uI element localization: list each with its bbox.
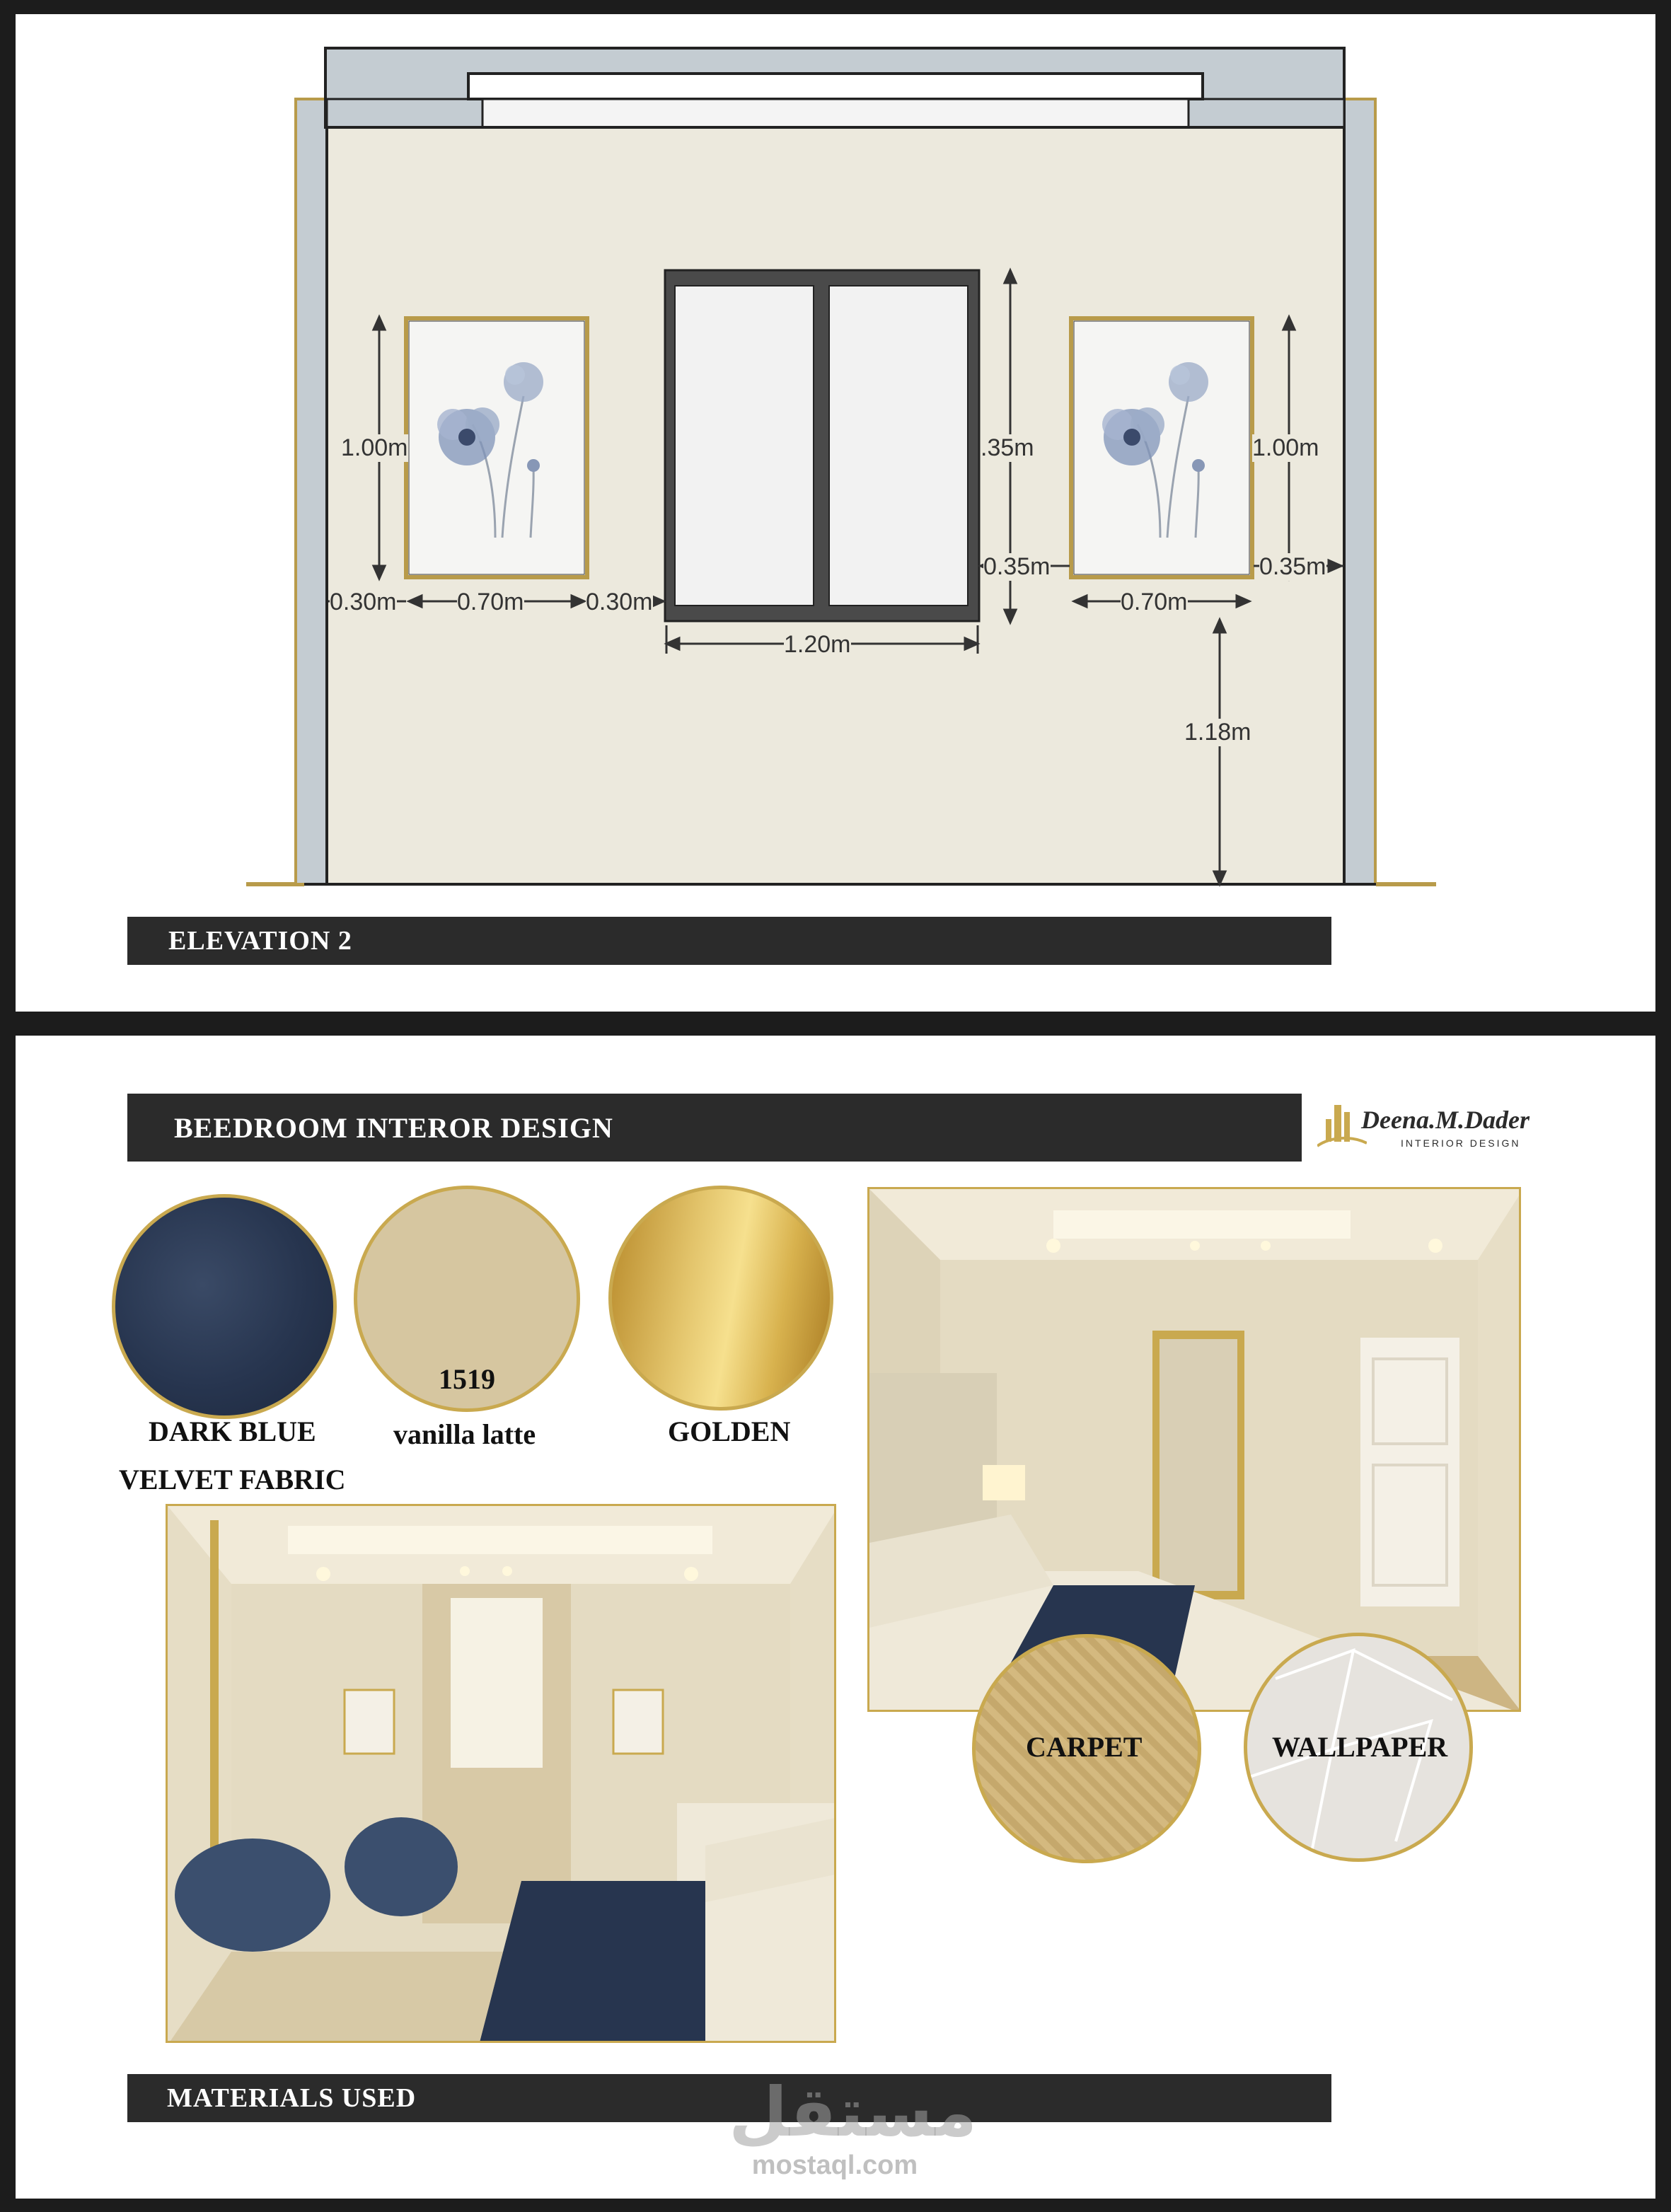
dim-right-frame-height: 1.00m (1252, 434, 1319, 461)
caption-vanilla-latte: vanilla latte (393, 1418, 536, 1450)
dim-left-frame-height: 1.00m (341, 434, 408, 461)
watermark-site: mostaql.com (751, 2150, 918, 2180)
materials-label: MATERIALS USED (167, 2083, 417, 2113)
dim-floor-height: 1.18m (1184, 719, 1251, 746)
dim-left-gap: 0.30m (330, 589, 397, 615)
elevation-label: ELEVATION 2 (168, 926, 352, 956)
dim-left-frame-width: 0.70m (457, 589, 524, 615)
dim-right-frame-width: 0.70m (1121, 589, 1188, 615)
caption-wallpaper: WALLPAPER (1272, 1731, 1448, 1763)
dim-window-width: 1.20m (784, 631, 851, 658)
dim-window-sill-offset: 0.35m (983, 553, 1051, 580)
dim-right-offset: 0.35m (1259, 553, 1326, 580)
elevation-label-bar (127, 917, 1331, 965)
building-logo-icon (1317, 1101, 1367, 1150)
caption-carpet: CARPET (1026, 1731, 1143, 1763)
elevation-drawing (0, 0, 1671, 1004)
swatch-dark-blue (112, 1194, 337, 1419)
dim-window-height: .35m (981, 434, 1034, 461)
frame-divider (0, 1012, 1671, 1036)
caption-velvet-fabric: VELVET FABRIC (119, 1464, 346, 1495)
bedroom-render-mirror-view (867, 1187, 1521, 1712)
caption-dark-blue: DARK BLUE (149, 1415, 316, 1447)
logo (1302, 1094, 1542, 1162)
swatch-vanilla-latte (354, 1186, 580, 1412)
frame-bottom (0, 2199, 1671, 2212)
caption-golden: GOLDEN (668, 1415, 791, 1447)
dim-left-mid-gap: 0.30m (586, 589, 653, 615)
watermark-arabic: مستقل (729, 2073, 978, 2152)
logo-tagline: INTERIOR DESIGN (1401, 1137, 1521, 1149)
swatch-code: 1519 (439, 1363, 495, 1395)
bedroom-render-seating-view (166, 1504, 836, 2043)
design-title: BEEDROOM INTEROR DESIGN (174, 1111, 613, 1144)
swatch-golden (608, 1186, 833, 1411)
logo-name: Deena.M.Dader (1361, 1106, 1530, 1134)
